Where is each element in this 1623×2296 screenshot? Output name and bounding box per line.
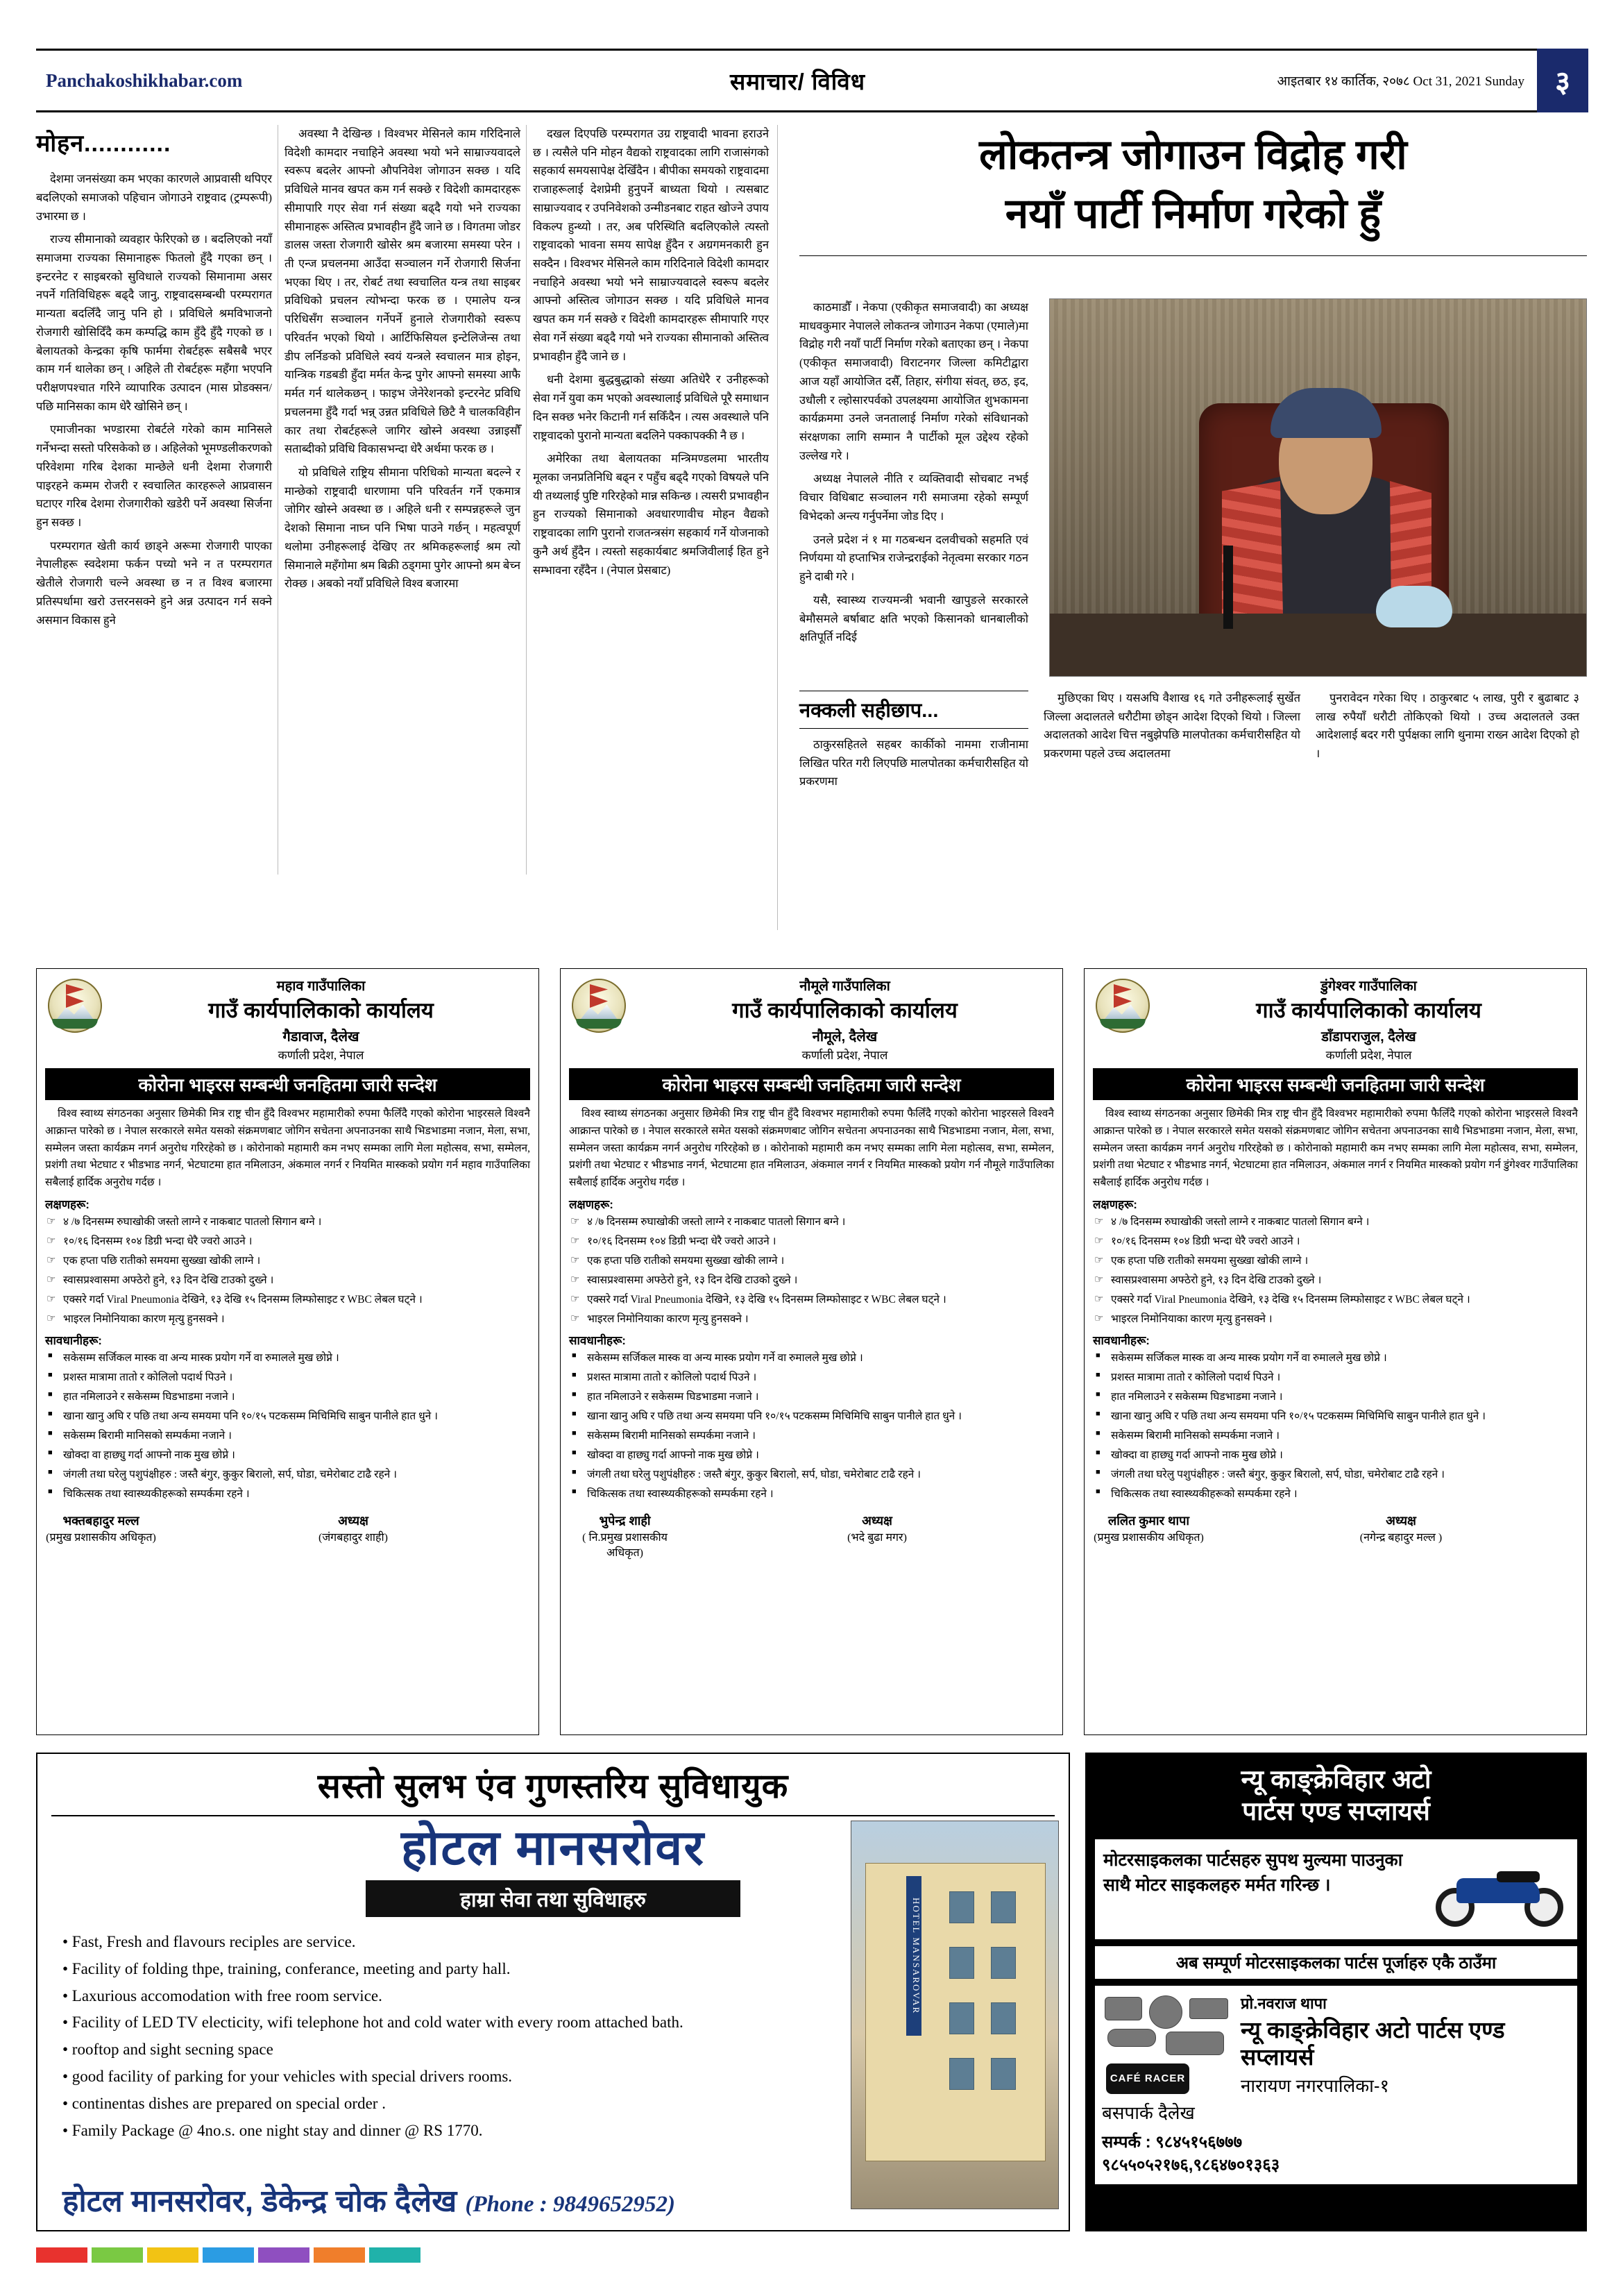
notice-signatures <box>1093 1512 1578 1544</box>
nepal-emblem-icon <box>45 976 105 1036</box>
signature-title: (भदे बुढा मगर) <box>847 1532 907 1544</box>
list-item: ■ खोक्दा वा हाछ्यु गर्दा आफ्नो नाक मुख छोप्ने । <box>1093 1447 1578 1464</box>
notice-symptoms-list <box>1093 1214 1578 1328</box>
notice-precautions-heading: सावधानीहरू: <box>1093 1334 1150 1348</box>
list-item: ■ सकेसम्म सर्जिकल मास्क वा अन्य मास्क प्रयोग गर्ने वा रुमालले मुख छोप्ने । <box>1093 1350 1578 1367</box>
paragraph: विश्व स्वाथ्य संगठनका अनुसार छिमेकी मित्र राष्ट्र चीन हुँदै विश्वभर महामारीको रुपमा फैलिँदै गएको कोरोना भाइरसले विश्वनै आक्रान्त पारेको छ । नेपाल सरकारले समेत यसको संक्रमणबाट जोगिन सचेतना अपनाउनका साथै भिडभाडमा नजान, मेला, सभा, सम्मेलन जस्ता कार्यक्रम नगर्न अनुरोध गरिरहेको छ । कोरोनाको महामारी कम नभए सम्मका लागि मेला महोत्सव, सभा, सम्मेलन, प्रशंगी तथा भेटघाट र भीडभाड नगर्न, भेटघाटमा हात नमिलाउन, अंकमाल नगर्न र नियमित मास्कको प्रयोग गर्न डुंगेश्वर गाउँपालिका सबैलाई हार्दिक अनुरोध गर्दछ । <box>1093 1108 1578 1189</box>
photo-face-mask <box>1376 586 1452 627</box>
paragraph: ठाकुरसहितले सहबर कार्कीको नाममा राजीनामा लिखित परित गरी लिएपछि मालपोतका कर्मचारीसहित यो प्रकरणमा <box>799 738 1028 788</box>
list-item: ■ प्रशस्त मात्रामा तातो र कोलिलो पदार्थ पिउने । <box>569 1369 1054 1386</box>
headline-rule <box>799 255 1587 256</box>
lead-story-photo <box>1049 298 1587 677</box>
auto-title <box>1087 1754 1586 1835</box>
page-number: ३ <box>1537 49 1588 112</box>
auto-address-line-1: नारायण नगरपालिका-१ <box>1241 2075 1390 2096</box>
notice-body <box>45 1106 530 1192</box>
color-registration-bar <box>36 2247 425 2263</box>
color-swatch <box>258 2247 309 2263</box>
notice-place: गैडावाज, दैलेख <box>282 1029 359 1045</box>
notice-muni-type: महाव गाउँपालिका <box>276 979 366 994</box>
notice-header <box>1093 976 1578 1063</box>
notice-precautions-heading: सावधानीहरू: <box>45 1334 102 1348</box>
paragraph: मुछिएका थिए । यसअघि वैशाख १६ गते उनीहरूलाई सुर्खेत जिल्ला अदालतले धरौटीमा छोड्न आदेश दिएको थियो । जिल्ला अदालतको आदेश चित्त नबुझेपछि मालपोतका कर्मचारीसहित यो प्रकरणमा पहले उच्च अदालतमा <box>1044 691 1300 761</box>
list-item: ■ प्रशस्त मात्रामा तातो र कोलिलो पदार्थ पिउने । <box>45 1369 530 1386</box>
notice-precautions-list <box>1093 1350 1578 1503</box>
hotel-phone: (Phone : 9849652952) <box>465 2192 675 2217</box>
paragraph: विश्व स्वाथ्य संगठनका अनुसार छिमेकी मित्र राष्ट्र चीन हुँदै विश्वभर महामारीको रुपमा फैलिँदै गएको कोरोना भाइरसले विश्वनै आक्रान्त पारेको छ । नेपाल सरकारले समेत यसको संक्रमणबाट जोगिन सचेतना अपनाउनका साथै भिडभाडमा नजान, मेला, सभा, सम्मेलन जस्ता कार्यक्रम नगर्न अनुरोध गरिरहेको छ । कोरोनाको महामारी कम नभए सम्मका लागि मेला महोत्सव, सभा, सम्मेलन, प्रशंगी तथा भेटघाट र भीडभाड नगर्न, भेटघाटमा हात नमिलाउन, अंकमाल नगर्न र नियमित मास्कको प्रयोग गर्न महाव गाउँपालिका सबैलाई हार्दिक अनुरोध गर्दछ । <box>45 1108 530 1189</box>
paragraph: परम्परागत खेती कार्य छाड्ने अरूमा रोजगारी पाएका नेपालीहरू स्वदेशमा फर्कन पच्यो भने न त परम्परागत खेतीले रोजगारी चल्ने अवस्था छ न त विश्व बजारमा प्रतिस्पर्धामा खरो उत्तरनसक्ने हुने अन्न उत्पादन गर्न सक्ने असमान विकास हुने <box>36 539 272 627</box>
hotel-subtitle: हाम्रा सेवा तथा सुविधाहरु <box>366 1880 740 1917</box>
signature-title: ( नि.प्रमुख प्रशासकीय अधिकृत) <box>582 1532 668 1560</box>
notice-symptoms-list <box>569 1214 1054 1328</box>
headline-line-1: लोकतन्त्र जोगाउन विद्रोह गरी <box>979 131 1407 178</box>
notice-symptoms-heading: लक्षणहरू: <box>569 1197 613 1211</box>
list-item: ☞ भाइरल निमोनियाका कारण मृत्यु हुनसक्ने । <box>45 1311 530 1328</box>
list-item: ■ जंगली तथा घरेलु पशुपंक्षीहरु : जस्तै बंगुर, कुकुर बिरालो, सर्प, घोडा, चमेरोबाट टाढै रहने । <box>569 1467 1054 1483</box>
lead-story-block <box>799 298 1587 796</box>
masthead <box>36 49 1587 112</box>
notice-symptoms-heading: लक्षणहरू: <box>45 1197 90 1211</box>
list-item: ■ खोक्दा वा हाछ्यु गर्दा आफ्नो नाक मुख छोप्ने । <box>45 1447 530 1464</box>
list-item: ■ चिकित्सक तथा स्वास्थ्यकीहरूको सम्पर्कमा रहने । <box>45 1486 530 1503</box>
notice-muni-type: डुंगेश्वर गाउँपालिका <box>1320 979 1417 994</box>
list-item: ■ सकेसम्म बिरामी मानिसको सम्पर्कमा नजाने । <box>569 1428 1054 1444</box>
paragraph: दखल दिएपछि परम्परागत उग्र राष्ट्रवादी भावना हराउने छ । त्यसैले पनि मोहन वैद्यको राष्ट्रवादका लागि राजासंगको सहकार्य समयसापेक्ष देखिँदैन । बीपीका समयको राष्ट्रवादमा राजाहरूलाई देशप्रेमी हुनुपर्ने बाध्यता थियो । त्यसबाट साम्राज्यवाद र उपनिवेशको उन्मीडनबाट राहत खोज्ने उपाय विकल्प हुन्थ्यो । तर, अब परिस्थिति बदलिएकोले त्यस्तो राष्ट्रवादको भावना समय सापेक्ष हुँदैन र अग्रगमनकारी हुन सक्दैन । विश्वभर मेसिनले काम गरिदिनाले विदेशी कामदार नचाहिने अवस्था भयो भने साम्राज्यवादले स्वरूप बदलेर आफ्नो अस्तित्व जोगाउन सक्छ । यदि प्रविधिले मानव खपत कम गर्न सक्छे र विदेशी कामदारहरू सीमापारि गएर सेवा गर्ने संख्या बढ्दै गयो भने राज्यका सीमानाको अस्तित्व प्रभावहीन हुँदै जाने छ । <box>533 127 769 363</box>
list-item: ■ प्रशस्त मात्रामा तातो र कोलिलो पदार्थ पिउने । <box>1093 1369 1578 1386</box>
auto-phone-line-1: सम्पर्क : ९८४५१५६७७७ <box>1102 2132 1243 2152</box>
paragraph: अमेरिका तथा बेलायतका मन्त्रिमण्डलमा भारतीय मूलका जनप्रतिनिधि बढ्न र पहुँच बढ्दै गएको विषयले पनि यी तथ्यलाई पुष्टि गरिरहेको मान्न सकिन्छ । त्यसरी प्रभावहीन हुन राज्यको सिमानाको अवधारणावीच मोहन वैद्यको राष्ट्रवादका लागि पुरानो राजतन्त्रसंग सहकार्य गर्ने योजनाको कुनै अर्थ हुँदैन । त्यस्तो सहकार्यबाट श्रमजिवीलाई हित हुने सम्भावना रहँदैन । (नेपाल प्रेसबाट) <box>533 452 769 577</box>
signature-title: (नगेन्द्र बहादुर मल्ल ) <box>1359 1532 1443 1544</box>
feature-item: • Fast, Fresh and flavours reciples are service. <box>62 1933 356 1950</box>
article-column-3 <box>533 125 769 584</box>
public-notices-row <box>36 968 1587 1739</box>
hotel-vertical-sign: HOTEL MANSAROVAR <box>906 1876 921 2036</box>
list-item: ■ खोक्दा वा हाछ्यु गर्दा आफ्नो नाक मुख छोप्ने । <box>569 1447 1054 1464</box>
section-title: समाचार/ विविध <box>729 68 865 94</box>
notice-banner: कोरोना भाइरस सम्बन्धी जनहितमा जारी सन्देश <box>569 1068 1054 1100</box>
signature-title: (प्रमुख प्रशासकीय अधिकृत) <box>1094 1532 1204 1544</box>
notice-province: कर्णाली प्रदेश, नेपाल <box>1325 1049 1412 1062</box>
paragraph: काठमाडौँ । नेकपा (एकीकृत समाजवादी) का अध्यक्ष माधवकुमार नेपालले लोकतन्त्र जोगाउन नेकपा (एमाले)मा विद्रोह गरी नयाँ पार्टी निर्माण गरेको बताएका छन् । नेकपा (एकीकृत समाजवादी) विराटनगर जिल्ला कमिटीद्वारा आज यहाँ आयोजित दसैँ, तिहार, संगीया संवत्, छठ, इद, उधौली र ल्होसारपर्वको उपलक्ष्यमा आयोजित शुभकामना कार्यक्रममा उनले जनतालाई निर्माण गरेको संविधानको संरक्षणका लागि सम्मान नै पार्टीको मूल उद्देश्य रहेको उल्लेख गरे । <box>799 301 1028 462</box>
list-item: ■ चिकित्सक तथा स्वास्थ्यकीहरूको सम्पर्कमा रहने । <box>569 1486 1054 1503</box>
public-notice <box>1084 968 1587 1735</box>
auto-proprietor: प्रो.नवराज थापा <box>1241 1994 1327 2012</box>
signature-name: भुपेन्द्र शाही <box>599 1514 651 1528</box>
signature-name: अध्यक्ष <box>1386 1514 1416 1528</box>
notice-muni-type: नौमूले गाउँपालिका <box>799 979 890 994</box>
list-item: ☞ ४ /७ दिनसम्म रुघाखोकी जस्तो लाग्ने र नाकबाट पातलो सिगान बग्ने । <box>569 1214 1054 1231</box>
notice-office: गाउँ कार्यपालिकाको कार्यालय <box>732 998 958 1022</box>
list-item: ☞ १०/१६ दिनसम्म १०४ डिग्री भन्दा धेरै ज्वरो आउने । <box>1093 1233 1578 1250</box>
sub-story-block <box>799 677 1587 788</box>
paragraph: राज्य सीमानाको व्यवहार फेरिएको छ । बदलिएको नयाँ समाजमा राज्यका सिमानाहरू फितलो हुँदै गएका छन् । इन्टरनेट र साइबरको सुविधाले राज्यको सिमानामा असर नपर्ने गतिविधिहरू बढ्दै जानु, राष्ट्रवादसम्बन्धी परम्परागत मान्यता बदलिँदै जानु पनि हो । प्रविधिले श्रमविभाजनो रोजगारी खोसिदिँदै कम कम्पद्धि काम हुँदै हुँदै गएको छ । बेलायतको केन्द्रका कृषि फार्ममा रोबर्टहरू सबैसबै भएर काम गर्न थालेका छन् । अहिले ती रोबर्टहरू महँगा भएपनि परीक्षणपश्चात गरिने व्यापारिक उत्पादन (मास प्रोडक्सन/पछि मानिसका काम धेरै खोसिने छन् । <box>36 233 272 413</box>
notice-province: कर्णाली प्रदेश, नेपाल <box>278 1049 364 1062</box>
color-swatch <box>314 2247 365 2263</box>
paragraph: देशमा जनसंख्या कम भएका कारणले आप्रवासी थपिएर बदलिएको समाजको पहिचान जोगाउने राष्ट्रवाद (ट्रम्परूपी) उभारमा छ । <box>36 172 272 223</box>
hotel-tagline: सस्तो सुलभ एंव गुणस्तरिय सुविधायुक <box>317 1768 789 1805</box>
color-swatch <box>203 2247 254 2263</box>
paragraph: यो प्रविधिले राष्ट्रिय सीमाना परिधिको मान्यता बदल्ने र मान्छेको राष्ट्रवादी धारणामा पनि परिवर्तन गर्ने एकमात्र जोगिर खोस्ने अवस्था छ । अहिले धनी र सम्पन्नहरूले जुन देशको सिमाना नाघ्न पनि भिषा पाउने गर्छन् । महत्वपूर्ण थलोमा उनीहरूलाई देखिए तर श्रमिकहरूलाई श्रम त्यो सिमानाले महँगोमा श्रम बिक्री ठड्गमा पुगेर आफ्नो श्रम बेच्न रोक्छ । अबको नयाँ प्रविधिले विश्व बजारमा <box>284 465 521 591</box>
list-item: ☞ १०/१६ दिनसम्म १०४ डिग्री भन्दा धेरै ज्वरो आउने । <box>45 1233 530 1250</box>
issue-date: आइतबार १४ कार्तिक, २०७८ Oct 31, 2021 Sunday <box>1277 74 1524 89</box>
list-item: ■ हात नमिलाउने र सकेसम्म घिडभाडमा नजाने । <box>45 1389 530 1406</box>
paragraph: पुनरावेदन गरेका थिए । ठाकुरबाट ५ लाख, पुरी र बुढाबाट ३ लाख रुपैयाँ धरौटी तोकिएको थियो । उच्च अदालतले उक्त आदेशलाई बदर गरी पुर्पक्षका लागि थुनामा राख्न आदेश दिएको हो । <box>1316 691 1579 761</box>
list-item: ☞ ४ /७ दिनसम्म रुघाखोकी जस्तो लाग्ने र नाकबाट पातलो सिगान बग्ने । <box>45 1214 530 1231</box>
list-item: ☞ एक हप्ता पछि रातीको समयमा सुख्खा खोकी लाग्ने । <box>45 1253 530 1269</box>
auto-phone-line-2: ९८५५०५२१७६,९८६४७०१३६३ <box>1102 2156 1280 2175</box>
list-item: ■ चिकित्सक तथा स्वास्थ्यकीहरूको सम्पर्कमा रहने । <box>1093 1486 1578 1503</box>
hotel-address-text: होटल मानसरोवर, डेकेन्द्र चोक दैलेख <box>62 2184 457 2218</box>
sub-story-heading: नक्कली सहीछाप... <box>799 691 1028 729</box>
hotel-address <box>37 2179 870 2220</box>
list-item: ■ सकेसम्म बिरामी मानिसको सम्पर्कमा नजाने । <box>1093 1428 1578 1444</box>
auto-title-line-1: न्यू काङ्क्रेविहार अटो <box>1241 1765 1431 1793</box>
hotel-building <box>865 1863 1046 2161</box>
list-item: ■ जंगली तथा घरेलु पशुपंक्षीहरु : जस्तै बंगुर, कुकुर बिरालो, सर्प, घोडा, चमेरोबाट टाढै रहने । <box>45 1467 530 1483</box>
article-column-1 <box>36 125 272 634</box>
paragraph: अध्यक्ष नेपालले नीति र व्यक्तिवादी सोचबाट नभई विचार विधिबाट सञ्चालन गरी समाजमा रहेको सम्पूर्ण विभेदको अन्त्य गर्नुपर्नेमा जोड दिए । <box>799 472 1028 523</box>
list-item: ■ जंगली तथा घरेलु पशुपंक्षीहरु : जस्तै बंगुर, कुकुर बिरालो, सर्प, घोडा, चमेरोबाट टाढै रहने । <box>1093 1467 1578 1483</box>
feature-item: • continentas dishes are prepared on special order . <box>62 2094 386 2112</box>
auto-title-line-2: पार्टस एण्ड सप्लायर्स <box>1242 1797 1430 1826</box>
public-notice <box>36 968 539 1735</box>
notice-place: डाँडापराजुल, दैलेख <box>1321 1029 1416 1045</box>
feature-item: • Laxurious accomodation with free room service. <box>62 1986 382 2004</box>
signature-title: (प्रमुख प्रशासकीय अधिकृत) <box>46 1532 156 1544</box>
feature-item: • good facility of parking for your vehicles with special drivers rooms. <box>62 2067 513 2085</box>
top-article-area <box>36 125 1587 951</box>
lead-headline-block <box>799 125 1587 266</box>
photo-table <box>1050 614 1586 676</box>
list-item: ☞ एक्सरे गर्दा Viral Pneumonia देखिने, १३ देखि १५ दिनसम्म लिम्फोसाइट र WBC लेबल घट्ने । <box>1093 1292 1578 1308</box>
auto-message: मोटरसाइकलका पार्टसहरु सुपथ मुल्यमा पाउनुका साथै मोटर साइकलहरु मर्मत गरिन्छ । <box>1103 1850 1403 1895</box>
signature-title: (जंगबहादुर शाही) <box>318 1532 389 1544</box>
notice-place: नौमूले, दैलेख <box>812 1029 878 1045</box>
notice-symptoms-list <box>45 1214 530 1328</box>
list-item: ☞ भाइरल निमोनियाका कारण मृत्यु हुनसक्ने । <box>1093 1311 1578 1328</box>
notice-precautions-heading: सावधानीहरू: <box>569 1334 626 1348</box>
cafe-racer-badge: CAFÉ RACER <box>1106 2063 1189 2094</box>
paragraph: धनी देशमा बुद्धबुद्धाको संख्या अतिधेरै र उनीहरूको सेवा गर्ने युवा कम भएको अवस्थालाई प्रविधिले पूरै समाधान दिन सक्छ भनेर किटानी गर्न सकिँदैन । त्यस अवस्थाले पनि राष्ट्रवादको पुरानो मान्यता बदलिने पक्कापक्की नै छ । <box>533 373 769 442</box>
signature-name: अध्यक्ष <box>338 1514 368 1528</box>
hotel-name: होटल मानसरोवर <box>401 1821 705 1875</box>
hotel-advertisement <box>36 1753 1070 2231</box>
feature-item: • Facility of LED TV electicity, wifi telephone hot and cold water with every room attached bath. <box>62 2014 683 2032</box>
headline-line-2: नयाँ पार्टी निर्माण गरेको हुँ <box>1005 190 1382 237</box>
list-item: ☞ एक्सरे गर्दा Viral Pneumonia देखिने, १३ देखि १५ दिनसम्म लिम्फोसाइट र WBC लेबल घट्ने । <box>45 1292 530 1308</box>
list-item: ■ सकेसम्म बिरामी मानिसको सम्पर्कमा नजाने । <box>45 1428 530 1444</box>
list-item: ☞ स्वासप्रश्वासमा अफ्ठेरो हुने, १३ दिन देखि टाउको दुख्ने । <box>569 1272 1054 1289</box>
notice-body <box>1093 1106 1578 1192</box>
hotel-photo <box>851 1821 1059 2209</box>
color-swatch <box>147 2247 198 2263</box>
motorcycle-icon <box>1430 1848 1569 1931</box>
notice-banner: कोरोना भाइरस सम्बन्धी जनहितमा जारी सन्देश <box>45 1068 530 1100</box>
divider <box>51 1815 1055 1816</box>
notice-office: गाउँ कार्यपालिकाको कार्यालय <box>1256 998 1481 1022</box>
paragraph: अवस्था नै देखिन्छ । विश्वभर मेसिनले काम गरिदिनाले विदेशी कामदार नचाहिने अवस्था भयो भने साम्राज्यवादले स्वरूप बदलेर आफ्नो औपनिवेश जोगाउन सक्छ । यदि प्रविधिले मानव खपत कम गर्न सक्छे र विदेशी कामदारहरू सीमापारि गएर सेवा गर्न संख्या बढ्दै गयो भने राज्यका सीमानाहरू अस्तित्व प्रभावहीन हुँदै जाने छ । विगतमा जोडर डालस जस्ता रोजगारी खोसेर श्रम बजारमा समस्या परेन । ती एन्ज प्रचलनमा आउँदा सञ्चालन गर्ने रोजगारी सिर्जना भएका थिए । तर, रोबर्ट तथा स्वचालित यन्त्र तथा साइबर प्रविधिको प्रचलन त्योभन्दा फरक छ । एमालेप यन्त्र परिधिसँग सञ्चालन गर्नेपर्ने हुनाले रोजगारीको स्वरूप परिवर्तन भएको थियो । आर्टिफिसियल इन्टेलिजेन्स तथा डीप लर्निङको प्रविधिले स्वयं यन्त्रले स्वचालन मात्र होइन, यान्त्रिक गडबडी हुँदा मर्मत केन्द्र पुगेर आफ्नो समस्या आफै मर्मत गर्न थालेकछन् । फाइभ जेनेरेशनको इन्टरनेट प्रविधि प्रचलनमा हुँदै गर्दा भन्न् उन्नत प्रविधिले छिटै नै चालकविहीन कार तथा रोबर्टहरूले जागिर खोस्ने अवस्था उन्नाइसौँ सताब्दीको प्रविधि विकासभन्दा धेरै अर्थमा फरक छ । <box>284 127 520 456</box>
signature-name: अध्यक्ष <box>862 1514 892 1528</box>
auto-details <box>1095 1986 1577 2185</box>
color-swatch <box>92 2247 143 2263</box>
column-heading: मोहन............ <box>36 130 171 157</box>
auto-parts-advertisement <box>1085 1753 1587 2231</box>
paragraph: उनले प्रदेश नं १ मा गठबन्धन दलवीचको सहमति एवं निर्णयमा यो हप्ताभित्र राजेन्द्रराईको नेतृत्वमा सरकार गठन हुने दाबी गरे । <box>799 532 1028 584</box>
signature-name: ललित कुमार थापा <box>1108 1514 1190 1528</box>
list-item: ☞ स्वासप्रश्वासमा अफ्ठेरो हुने, १३ दिन देखि टाउको दुख्ने । <box>45 1272 530 1289</box>
notice-symptoms-heading: लक्षणहरू: <box>1093 1197 1137 1211</box>
list-item: ■ हात नमिलाउने र सकेसम्म घिडभाडमा नजाने । <box>1093 1389 1578 1406</box>
paragraph: यसै, स्वास्थ्य राज्यमन्त्री भवानी खापुङले सरकारले बेमौसमले बर्षाबाट क्षति भएको किसानको धानबालीको क्षतिपूर्ति नदिई <box>799 593 1028 644</box>
list-item: ☞ १०/१६ दिनसम्म १०४ डिग्री भन्दा धेरै ज्वरो आउने । <box>569 1233 1054 1250</box>
lead-story-text <box>799 298 1028 652</box>
color-swatch <box>369 2247 420 2263</box>
spare-parts-illustration <box>1102 1993 1234 2097</box>
notice-header <box>45 976 530 1063</box>
auto-address-line-2: बसपार्क दैलेख <box>1102 2102 1195 2123</box>
list-item: ☞ ४ /७ दिनसम्म रुघाखोकी जस्तो लाग्ने र नाकबाट पातलो सिगान बग्ने । <box>1093 1214 1578 1231</box>
notice-banner: कोरोना भाइरस सम्बन्धी जनहितमा जारी सन्देश <box>1093 1068 1578 1100</box>
notice-precautions-list <box>569 1350 1054 1503</box>
auto-shop-name: न्यू काङ्क्रेविहार अटो पार्टस एण्ड सप्लायर्स <box>1241 2016 1505 2070</box>
list-item: ■ सकेसम्म सर्जिकल मास्क वा अन्य मास्क प्रयोग गर्ने वा रुमालले मुख छोप्ने । <box>45 1350 530 1367</box>
signature-name: भक्तबहादुर मल्ल <box>62 1514 139 1528</box>
notice-province: कर्णाली प्रदेश, नेपाल <box>801 1049 888 1062</box>
list-item: ☞ एक हप्ता पछि रातीको समयमा सुख्खा खोकी लाग्ने । <box>1093 1253 1578 1269</box>
notice-office: गाउँ कार्यपालिकाको कार्यालय <box>208 998 434 1022</box>
auto-message-box <box>1095 1839 1577 1939</box>
notice-header <box>569 976 1054 1063</box>
auto-banner: अब सम्पूर्ण मोटरसाइकलका पार्टस पूर्जाहरु एकै ठाउँमा <box>1095 1946 1577 1979</box>
notice-precautions-list <box>45 1350 530 1503</box>
list-item: ■ सकेसम्म सर्जिकल मास्क वा अन्य मास्क प्रयोग गर्ने वा रुमालले मुख छोप्ने । <box>569 1350 1054 1367</box>
public-notice <box>560 968 1063 1735</box>
list-item: ☞ भाइरल निमोनियाका कारण मृत्यु हुनसक्ने । <box>569 1311 1054 1328</box>
advertisements-row <box>36 1753 1587 2231</box>
feature-item: • Family Package @ 4no.s. one night stay and dinner @ RS 1770. <box>62 2121 483 2139</box>
list-item: ■ खाना खानु अघि र पछि तथा अन्य समयमा पनि १०/१५ पटकसम्म मिचिमिचि साबुन पानीले हात धुने । <box>569 1408 1054 1425</box>
article-column-2 <box>284 125 520 598</box>
list-item: ■ हात नमिलाउने र सकेसम्म घिडभाडमा नजाने । <box>569 1389 1054 1406</box>
color-swatch <box>36 2247 87 2263</box>
list-item: ■ खाना खानु अघि र पछि तथा अन्य समयमा पनि १०/१५ पटकसम्म मिचिमिचि साबुन पानीले हात धुने । <box>1093 1408 1578 1425</box>
site-name: Panchakoshikhabar.com <box>46 69 243 91</box>
paragraph: विश्व स्वाथ्य संगठनका अनुसार छिमेकी मित्र राष्ट्र चीन हुँदै विश्वभर महामारीको रुपमा फैलिँदै गएको कोरोना भाइरसले विश्वनै आक्रान्त पारेको छ । नेपाल सरकारले समेत यसको संक्रमणबाट जोगिन सचेतना अपनाउनका साथै भिडभाडमा नजान, मेला, सभा, सम्मेलन जस्ता कार्यक्रम नगर्न अनुरोध गरिरहेको छ । कोरोनाको महामारी कम नभए सम्मका लागि मेला महोत्सव, सभा, सम्मेलन, प्रशंगी तथा भेटघाट र भीडभाड नगर्न, भेटघाटमा हात नमिलाउन, अंकमाल नगर्न र नियमित मास्कको प्रयोग गर्न नौमूले गाउँपालिका सबैलाई हार्दिक अनुरोध गर्दछ । <box>569 1108 1054 1189</box>
photo-microphone <box>1223 546 1233 629</box>
notice-signatures <box>569 1512 1054 1560</box>
list-item: ☞ एक हप्ता पछि रातीको समयमा सुख्खा खोकी लाग्ने । <box>569 1253 1054 1269</box>
list-item: ☞ स्वासप्रश्वासमा अफ्ठेरो हुने, १३ दिन देखि टाउको दुख्ने । <box>1093 1272 1578 1289</box>
list-item: ☞ एक्सरे गर्दा Viral Pneumonia देखिने, १३ देखि १५ दिनसम्म लिम्फोसाइट र WBC लेबल घट्ने । <box>569 1292 1054 1308</box>
notice-signatures <box>45 1512 530 1544</box>
nepal-emblem-icon <box>569 976 629 1036</box>
paragraph: एमाजीनका भण्डारमा रोबर्टले गरेको काम मानिसले गर्नेभन्दा सस्तो परिसकेको छ । अहिलेको भूमण्डलीकरणको परिवेशमा गरिब देशका मान्छेले धनी देशमा रोजगारी पाइरहने कम्मम रोजरी र स्वचालित कारहरूले आप्रवासन घटाएर गरिब देशमा रोजगारीको खडेरी पर्ने अवस्था सिर्जना हुन सक्छ । <box>36 423 272 530</box>
nepal-emblem-icon <box>1093 976 1153 1036</box>
feature-item: • Facility of folding thpe, training, conferance, meeting and party hall. <box>62 1959 511 1977</box>
list-item: ■ खाना खानु अघि र पछि तथा अन्य समयमा पनि १०/१५ पटकसम्म मिचिमिचि साबुन पानीले हात धुने । <box>45 1408 530 1425</box>
feature-item: • rooftop and sight secning space <box>62 2041 273 2059</box>
notice-body <box>569 1106 1054 1192</box>
